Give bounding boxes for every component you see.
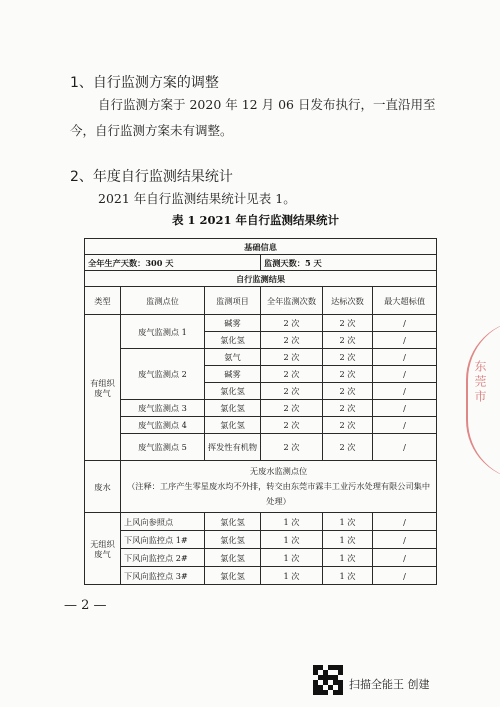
pass-cell: 2 次 (323, 434, 373, 461)
item-cell: 氯化氢 (205, 332, 261, 349)
item-cell: 氯化氢 (205, 400, 261, 417)
pass-cell: 1 次 (323, 531, 373, 549)
monitor-days: 监测天数：5 天 (261, 255, 437, 271)
table-row (85, 461, 437, 513)
max-cell: / (373, 315, 437, 332)
scanner-watermark: 扫描全能王 创建 (349, 678, 430, 691)
pass-cell: 2 次 (323, 383, 373, 400)
times-cell: 1 次 (261, 531, 323, 549)
wastewater-note-line1: 无废水监测点位 (249, 466, 308, 476)
times-cell: 2 次 (261, 366, 323, 383)
point-cell: 下风向监控点 1# (121, 531, 205, 549)
max-cell: / (373, 567, 437, 585)
page-number: — 2 — (64, 598, 107, 613)
results-heading: 自行监测结果 (85, 271, 437, 287)
header-type: 类型 (85, 287, 121, 315)
section1-para-line1: 自行监测方案于 2020 年 12 月 06 日发布执行，一直沿用至 (98, 97, 436, 112)
times-cell: 2 次 (261, 417, 323, 434)
pass-cell: 1 次 (323, 513, 373, 531)
times-cell: 1 次 (261, 513, 323, 531)
type-unorganized: 无组织废气 (85, 513, 121, 585)
max-cell: / (373, 417, 437, 434)
max-cell: / (373, 349, 437, 366)
point-cell: 废气监测点 5 (121, 434, 205, 461)
table-row (85, 349, 437, 366)
company-seal-text: 东莞市 (473, 360, 487, 405)
header-times: 全年监测次数 (261, 287, 323, 315)
table-row (85, 400, 437, 417)
max-cell: / (373, 531, 437, 549)
item-cell: 碱雾 (205, 315, 261, 332)
table-row (85, 531, 437, 549)
item-cell: 挥发性有机物 (205, 434, 261, 461)
times-cell: 2 次 (261, 400, 323, 417)
header-pass: 达标次数 (323, 287, 373, 315)
point-cell: 废气监测点 3 (121, 400, 205, 417)
times-cell: 2 次 (261, 434, 323, 461)
section2-intro: 2021 年自行监测结果统计见表 1。 (98, 191, 296, 206)
section1-para-line2: 今，自行监测方案未有调整。 (70, 123, 233, 138)
max-cell: / (373, 513, 437, 531)
type-organized: 有组织废气 (85, 315, 121, 461)
header-max: 最大超标值 (373, 287, 437, 315)
production-days: 全年生产天数：300 天 (85, 255, 261, 271)
pass-cell: 1 次 (323, 567, 373, 585)
max-cell: / (373, 383, 437, 400)
item-cell: 氯化氢 (205, 567, 261, 585)
pass-cell: 2 次 (323, 315, 373, 332)
monitoring-results-table (84, 238, 437, 585)
section2-heading: 2、年度自行监测结果统计 (70, 169, 233, 185)
item-cell: 碱雾 (205, 366, 261, 383)
header-point: 监测点位 (121, 287, 205, 315)
item-cell: 氯化氢 (205, 513, 261, 531)
item-cell: 氯化氢 (205, 383, 261, 400)
item-cell: 氨气 (205, 349, 261, 366)
item-cell: 氯化氢 (205, 549, 261, 567)
item-cell: 氯化氢 (205, 417, 261, 434)
max-cell: / (373, 549, 437, 567)
table-row (85, 549, 437, 567)
max-cell: / (373, 434, 437, 461)
point-cell: 废气监测点 4 (121, 417, 205, 434)
times-cell: 2 次 (261, 315, 323, 332)
basic-info-heading: 基础信息 (85, 239, 437, 255)
table-row (85, 434, 437, 461)
type-wastewater: 废水 (85, 461, 121, 513)
point-cell: 废气监测点 2 (121, 349, 205, 400)
point-cell: 下风向监控点 3# (121, 567, 205, 585)
point-cell: 下风向监控点 2# (121, 549, 205, 567)
table-row (85, 315, 437, 332)
max-cell: / (373, 400, 437, 417)
pass-cell: 2 次 (323, 400, 373, 417)
point-cell: 废气监测点 1 (121, 315, 205, 349)
table-row (85, 567, 437, 585)
qr-code-icon (313, 665, 343, 695)
table-caption: 表 1 2021 年自行监测结果统计 (172, 213, 340, 227)
table-row (85, 417, 437, 434)
times-cell: 1 次 (261, 567, 323, 585)
times-cell: 2 次 (261, 332, 323, 349)
item-cell: 氯化氢 (205, 531, 261, 549)
max-cell: / (373, 332, 437, 349)
section1-heading: 1、自行监测方案的调整 (70, 75, 219, 91)
pass-cell: 2 次 (323, 332, 373, 349)
times-cell: 2 次 (261, 383, 323, 400)
pass-cell: 1 次 (323, 549, 373, 567)
wastewater-note (121, 461, 437, 513)
times-cell: 1 次 (261, 549, 323, 567)
times-cell: 2 次 (261, 349, 323, 366)
table-header-row (85, 287, 437, 315)
max-cell: / (373, 366, 437, 383)
pass-cell: 2 次 (323, 366, 373, 383)
table-row (85, 513, 437, 531)
header-item: 监测项目 (205, 287, 261, 315)
pass-cell: 2 次 (323, 417, 373, 434)
pass-cell: 2 次 (323, 349, 373, 366)
point-cell: 上风向参照点 (121, 513, 205, 531)
wastewater-note-line2: （注释：工序产生零星废水均不外排，转交由东莞市霖丰工业污水处理有限公司集中处理） (127, 481, 431, 506)
